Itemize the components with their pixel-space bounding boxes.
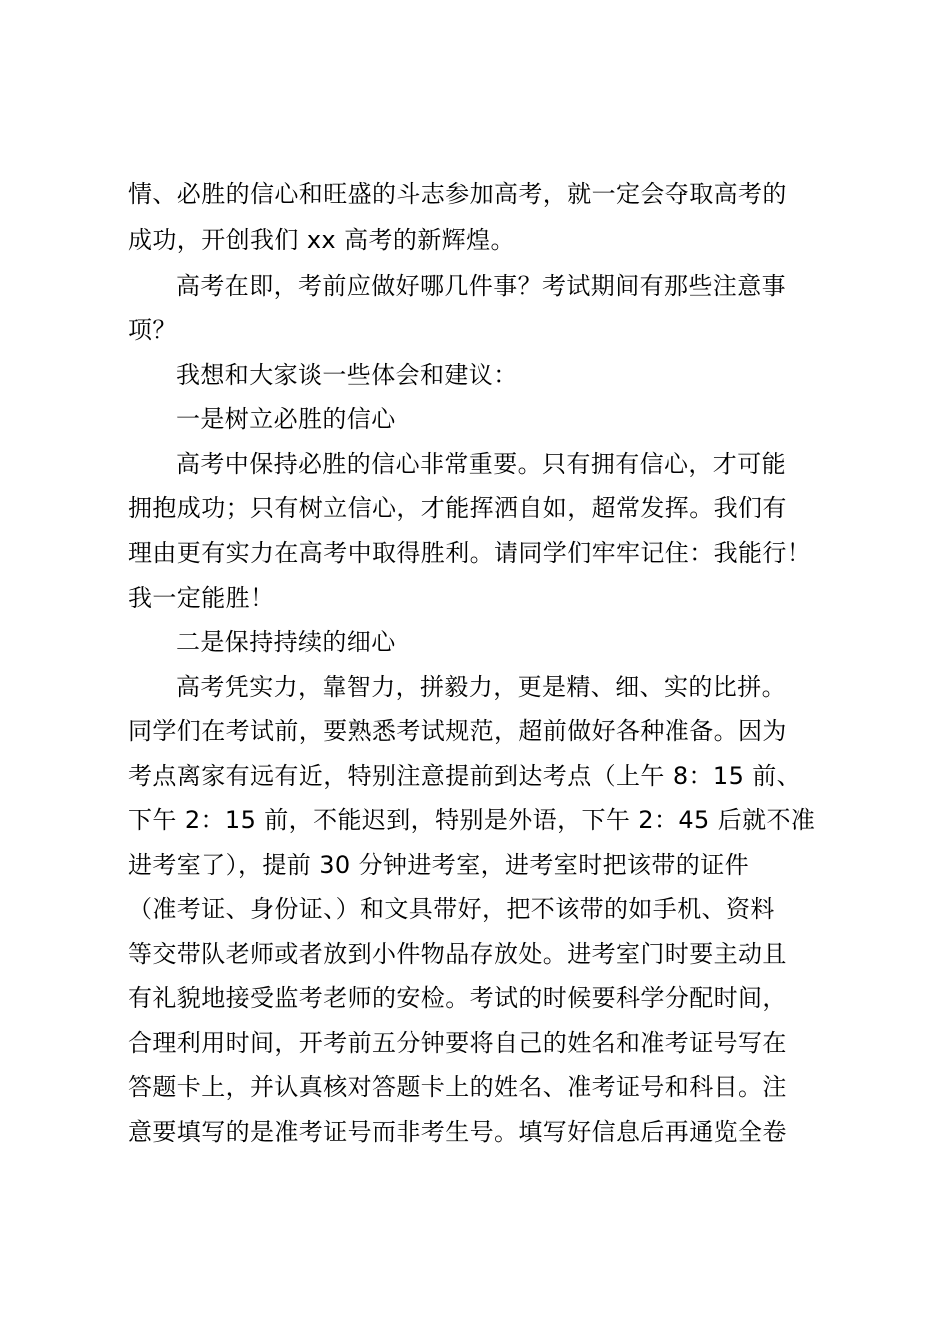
text-line: 我一定能胜！ [128,584,275,612]
paragraph-first-line: 高考中保持必胜的信心非常重要。只有拥有信心，才可能 [176,450,786,478]
text-line: （准考证、身份证、）和文具带好，把不该带的如手机、资料 [128,895,775,923]
text-line: 下午 2：15 前，不能迟到，特别是外语，下午 2：45 后就不准 [128,806,816,834]
paragraph-first-line: 高考在即，考前应做好哪几件事？考试期间有那些注意事 [176,272,786,300]
section-heading: 一是树立必胜的信心 [176,405,396,433]
text-line: 有礼貌地接受监考老师的安检。考试的时候要科学分配时间， [128,984,787,1012]
text-line: 项？ [128,316,177,344]
text-line: 理由更有实力在高考中取得胜利。请同学们牢牢记住：我能行！ [128,539,812,567]
text-line: 进考室了），提前 30 分钟进考室，进考室时把该带的证件 [128,851,749,879]
text-line: 情、必胜的信心和旺盛的斗志参加高考，就一定会夺取高考的 [128,180,787,208]
text-line: 同学们在考试前，要熟悉考试规范，超前做好各种准备。因为 [128,717,787,745]
text-line: 等交带队老师或者放到小件物品存放处。进考室门时要主动且 [128,940,787,968]
paragraph-first-line: 我想和大家谈一些体会和建议： [176,361,518,389]
text-line: 合理利用时间，开考前五分钟要将自己的姓名和准考证号写在 [128,1029,787,1057]
text-line: 成功，开创我们 xx 高考的新辉煌。 [128,226,515,254]
paragraph-first-line: 高考凭实力，靠智力，拼毅力，更是精、细、实的比拼。 [176,673,786,701]
text-line: 意要填写的是准考证号而非考生号。填写好信息后再通览全卷 [128,1118,787,1146]
text-line: 答题卡上，并认真核对答题卡上的姓名、准考证号和科目。注 [128,1073,787,1101]
section-heading: 二是保持持续的细心 [176,628,396,656]
text-line: 考点离家有远有近，特别注意提前到达考点（上午 8：15 前、 [128,762,802,790]
text-line: 拥抱成功；只有树立信心，才能挥洒自如，超常发挥。我们有 [128,494,787,522]
